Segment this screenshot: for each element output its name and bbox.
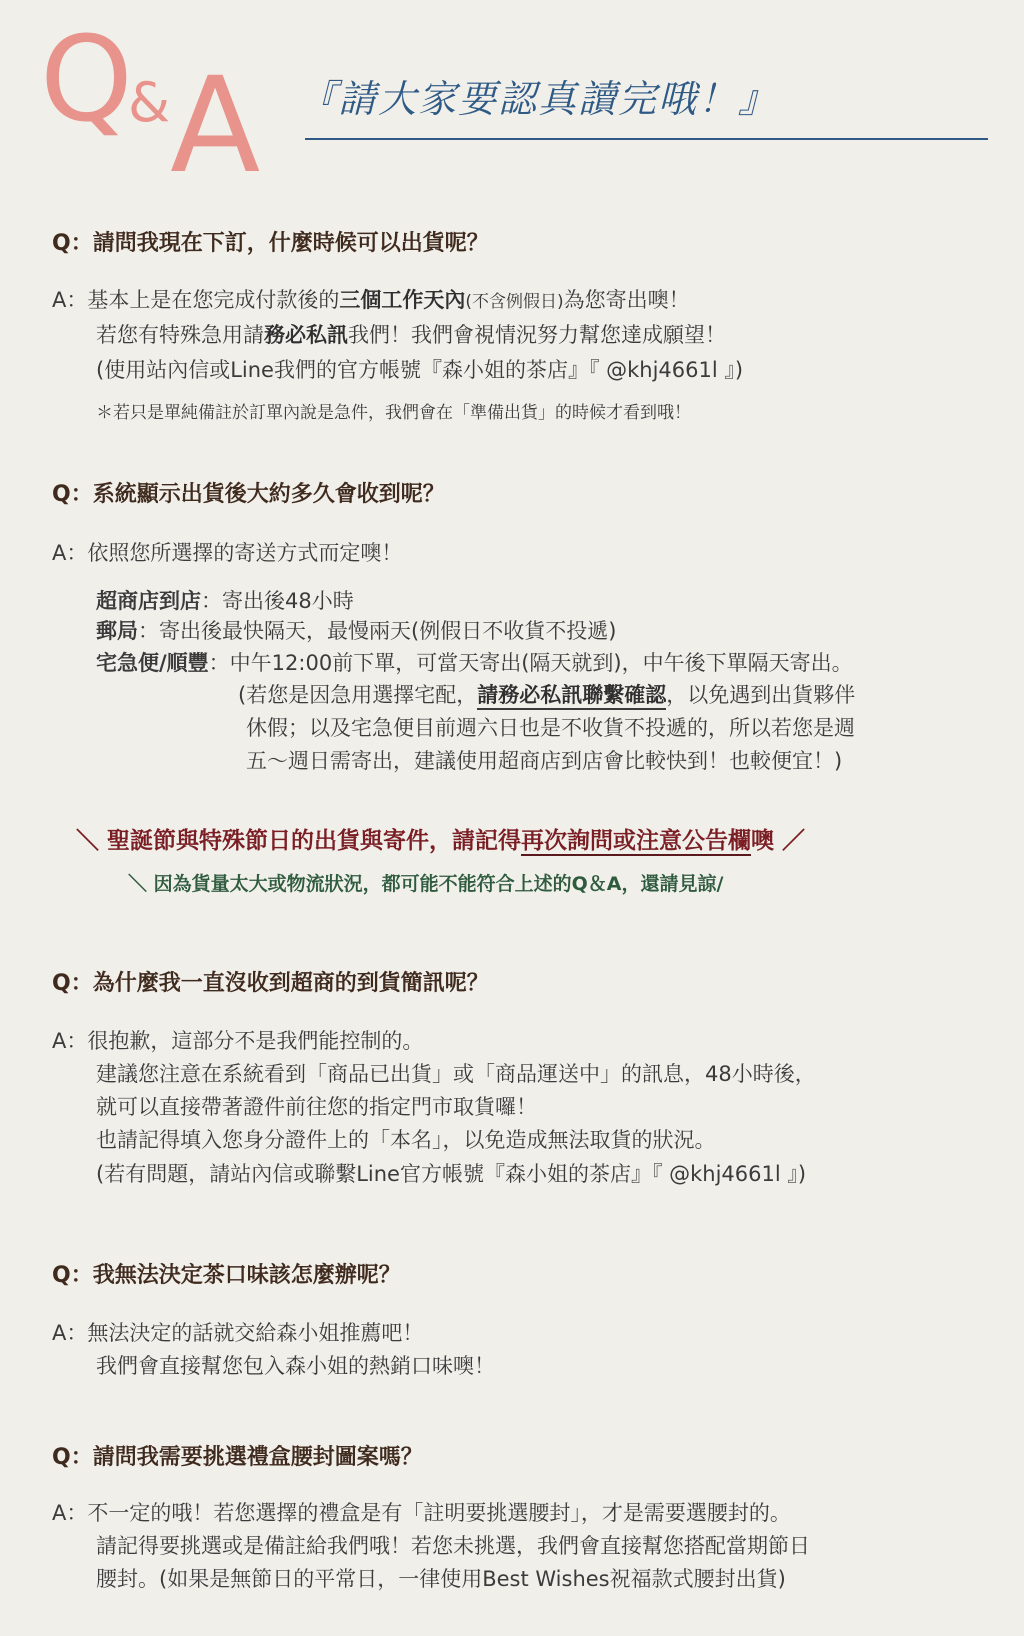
logo-q: Q bbox=[40, 10, 133, 148]
header-slogan: 『請大家要認真讀完哦！』 bbox=[298, 77, 779, 121]
answer-1-line-2-bold: 務必私訊 bbox=[264, 323, 348, 347]
answer-1-line-2-post: 我們！我們會視情況努力幫您達成願望！ bbox=[348, 323, 726, 347]
answer-5-line-3: 腰封。(如果是無節日的平常日，一律使用Best Wishes祝福款式腰封出貨) bbox=[96, 1567, 786, 1591]
shipping-text-convenience: ：寄出後48小時 bbox=[201, 589, 354, 613]
shipping-label-post: 郵局 bbox=[96, 619, 138, 643]
answer-1-text: A：基本上是在您完成付款後的 bbox=[52, 288, 340, 312]
answer-4-line-2: 我們會直接幫您包入森小姐的熱銷口味噢！ bbox=[96, 1354, 495, 1378]
shipping-note-line-2: 休假；以及宅急便目前週六日也是不收貨不投遞的，所以若您是週 bbox=[246, 716, 855, 740]
shipping-text-home: ：中午12:00前下單，可當天寄出(隔天就到)，中午後下單隔天寄出。 bbox=[208, 651, 853, 675]
answer-4-line-1: A：無法決定的話就交給森小姐推薦吧！ bbox=[52, 1321, 424, 1345]
shipping-label-convenience: 超商店到店 bbox=[96, 589, 201, 613]
holiday-notice-post: 噢 ／ bbox=[751, 828, 806, 854]
answer-1-line-2-pre: 若您有特殊急用請 bbox=[96, 323, 264, 347]
question-4: Q：我無法決定茶口味該怎麼辦呢？ bbox=[52, 1263, 401, 1288]
shipping-row-home bbox=[96, 647, 853, 677]
holiday-notice-pre: ＼ 聖誕節與特殊節日的出貨與寄件，請記得 bbox=[76, 828, 522, 854]
shipping-row-convenience bbox=[96, 585, 354, 615]
answer-1-text-post: 為您寄出噢！ bbox=[563, 288, 690, 312]
shipping-note-post: ，以免遇到出貨夥伴 bbox=[666, 683, 856, 707]
answer-1-bold: 三個工作天內 bbox=[339, 288, 466, 312]
answer-5-line-1: A：不一定的哦！若您選擇的禮盒是有「註明要挑選腰封」，才是需要選腰封的。 bbox=[52, 1501, 791, 1525]
shipping-note-pre: (若您是因急用選擇宅配， bbox=[238, 683, 478, 707]
answer-1-small: (不含例假日) bbox=[465, 292, 564, 312]
answer-3-line-5: (若有問題，請站內信或聯繫Line官方帳號『森小姐的茶店』『 @khj4661l 』) bbox=[96, 1162, 807, 1186]
answer-1-line-2 bbox=[96, 319, 726, 349]
question-2: Q：系統顯示出貨後大約多久會收到呢？ bbox=[52, 482, 445, 507]
question-3: Q：為什麼我一直沒收到超商的到貨簡訊呢？ bbox=[52, 971, 489, 996]
holiday-notice-sub: ＼ 因為貨量太大或物流狀況，都可能不能符合上述的Q＆A，還請見諒/ bbox=[128, 873, 724, 895]
answer-3-line-2: 建議您注意在系統看到「商品已出貨」或「商品運送中」的訊息，48小時後， bbox=[96, 1062, 816, 1086]
shipping-note-line-3: 五～週日需寄出，建議使用超商店到店會比較快到！也較便宜！) bbox=[246, 749, 843, 773]
question-5: Q：請問我需要挑選禮盒腰封圖案嗎？ bbox=[52, 1445, 423, 1470]
logo-amp: & bbox=[128, 71, 171, 134]
answer-2-line-1: A：依照您所選擇的寄送方式而定噢！ bbox=[52, 541, 403, 565]
answer-1-line-1 bbox=[52, 284, 690, 314]
shipping-note-bold: 請務必私訊聯繫確認 bbox=[477, 683, 666, 710]
answer-3-line-1: A：很抱歉，這部分不是我們能控制的。 bbox=[52, 1029, 424, 1053]
logo-a: A bbox=[170, 49, 261, 203]
qa-logo bbox=[40, 10, 270, 203]
shipping-text-post: ：寄出後最快隔天，最慢兩天(例假日不收貨不投遞) bbox=[138, 619, 617, 643]
answer-5-line-2: 請記得要挑選或是備註給我們哦！若您未挑選，我們會直接幫您搭配當期節日 bbox=[96, 1534, 810, 1558]
answer-1-note: ＊若只是單純備註於訂單內說是急件，我們會在「準備出貨」的時候才看到哦！ bbox=[96, 403, 691, 423]
answer-3-line-3: 就可以直接帶著證件前往您的指定門市取貨囉！ bbox=[96, 1095, 537, 1119]
shipping-note-line-1 bbox=[238, 679, 855, 709]
answer-3-line-4: 也請記得填入您身分證件上的「本名」，以免造成無法取貨的狀況。 bbox=[96, 1128, 716, 1152]
shipping-row-post bbox=[96, 615, 616, 645]
holiday-notice bbox=[76, 822, 805, 855]
header-underline bbox=[305, 138, 988, 140]
holiday-notice-highlight: 再次詢問或注意公告欄 bbox=[521, 828, 752, 854]
question-1: Q：請問我現在下訂，什麼時候可以出貨呢？ bbox=[52, 231, 489, 256]
shipping-label-home: 宅急便/順豐 bbox=[96, 651, 209, 675]
answer-1-line-3: (使用站內信或Line我們的官方帳號『森小姐的茶店』『 @khj4661l 』) bbox=[96, 358, 744, 382]
